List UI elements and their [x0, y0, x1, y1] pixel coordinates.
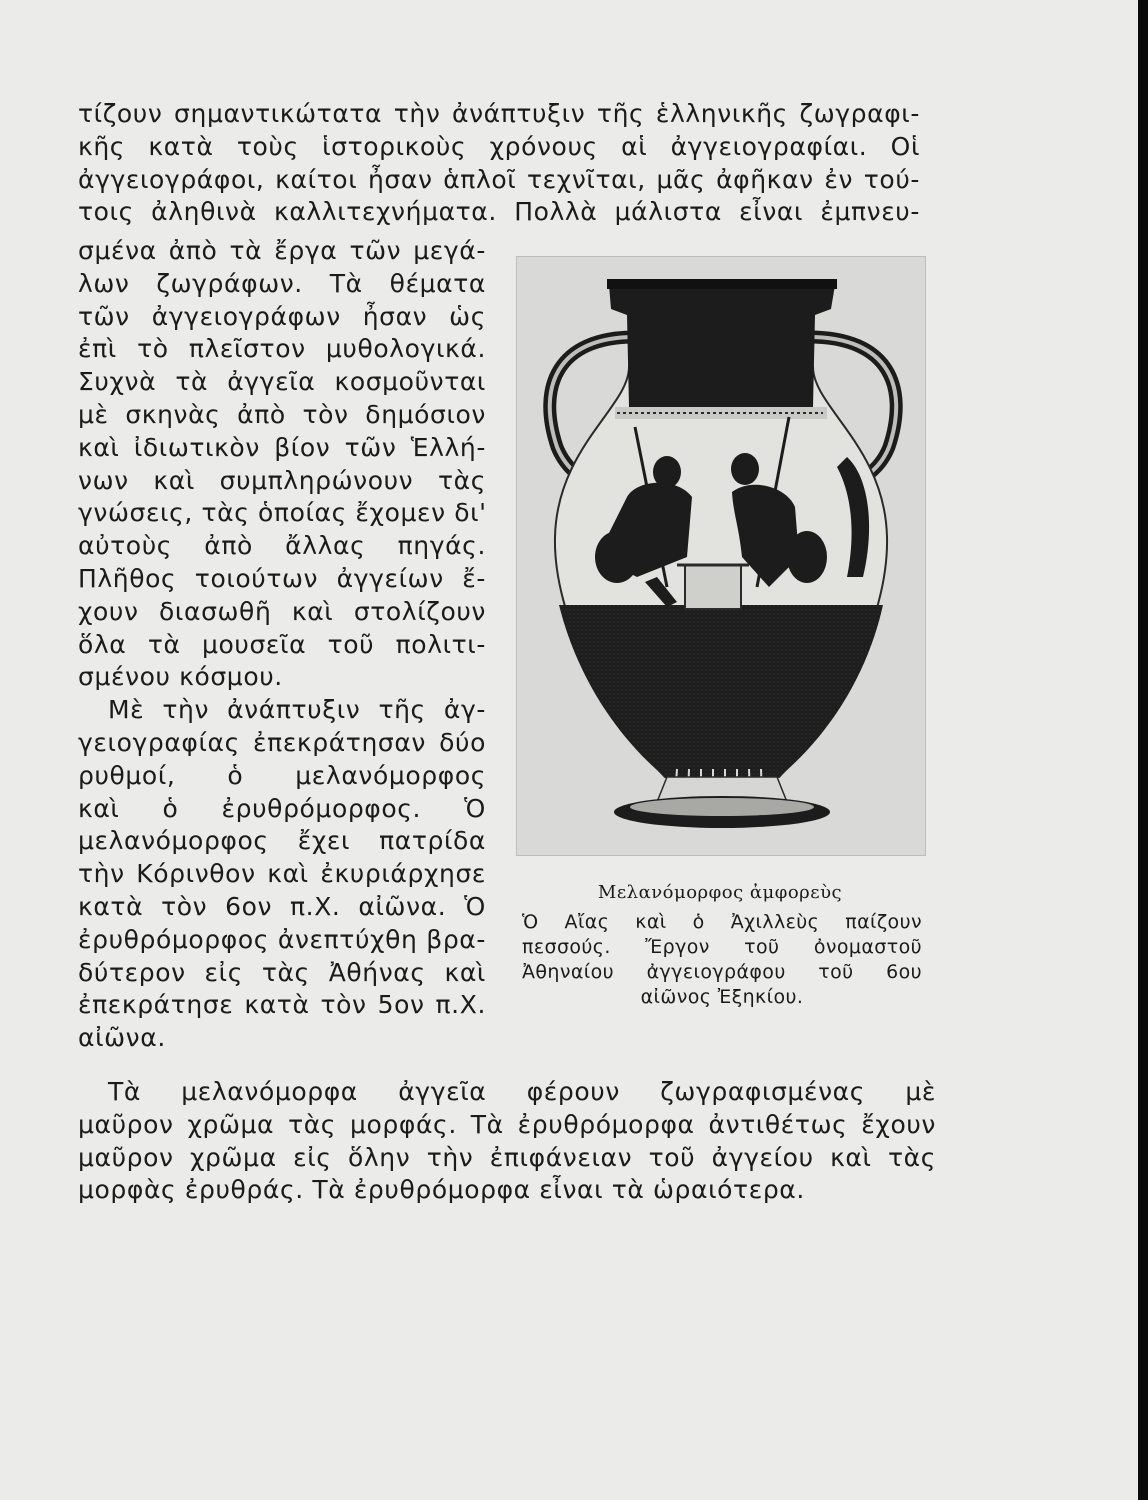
text-line: μορφὰς ἐρυθράς. Τὰ ἐρυθρόμορφα εἶναι τὰ ὡραιότερα.	[78, 1175, 805, 1205]
caption-line: Ἀθηναίου ἀγγειογράφου τοῦ 6ου	[522, 961, 922, 983]
caption-line: Ὁ Αἴας καὶ ὁ Ἀχιλλεὺς παίζουν	[522, 911, 922, 933]
caption-line: πεσσούς. Ἔργον τοῦ ὀνομαστοῦ	[522, 936, 922, 958]
text-line: κῆς κατὰ τοὺς ἱστορικοὺς χρόνους αἱ ἀγγειογραφίαι. Οἱ	[78, 131, 920, 161]
left-column-text	[78, 235, 486, 1055]
text-line: γειογραφίας ἐπεκράτησαν δύο	[78, 727, 486, 757]
caption-line: αἰῶνος Ἐξηκίου.	[640, 986, 804, 1008]
text-line: καὶ ἰδιωτικὸν βίον τῶν Ἑλλή-	[78, 432, 486, 462]
scan-edge	[1138, 0, 1148, 1500]
text-line: δύτερον εἰς τὰς Ἀθήνας καὶ	[78, 957, 486, 987]
text-line: ἀγγειογράφοι, καίτοι ἦσαν ἁπλοῖ τεχνῖται, μᾶς ἀφῆκαν ἐν τού-	[78, 164, 920, 194]
text-line: μελανόμορφος ἔχει πατρίδα	[78, 826, 486, 856]
text-line: μὲ σκηνὰς ἀπὸ τὸν δημόσιον	[78, 399, 486, 429]
text-line: Συχνὰ τὰ ἀγγεῖα κοσμοῦνται	[78, 367, 486, 397]
text-line: τῶν ἀγγειογράφων ἦσαν ὡς	[78, 301, 486, 331]
text-line: λων ζωγράφων. Τὰ θέματα	[78, 268, 486, 298]
text-line: σμένου κόσμου.	[78, 662, 283, 692]
text-line: ὅλα τὰ μουσεῖα τοῦ πολιτι-	[78, 629, 486, 659]
text-line: μαῦρον χρῶμα εἰς ὅλην τὴν ἐπιφάνειαν τοῦ ἀγγείου καὶ τὰς	[78, 1142, 936, 1172]
text-line: χουν διασωθῆ καὶ στολίζουν	[78, 596, 486, 626]
text-line: γνώσεις, τὰς ὁποίας ἔχομεν δι'	[78, 498, 487, 528]
text-line: τίζουν σημαντικώτατα τὴν ἀνάπτυξιν τῆς ἑλληνικῆς ζωγραφι-	[78, 99, 920, 128]
text-line: καὶ ὁ ἐρυθρόμορφος. Ὁ	[78, 793, 486, 823]
text-line: αὐτοὺς ἀπὸ ἄλλας πηγάς.	[78, 531, 486, 561]
text-line: νων καὶ συμπληρώνουν τὰς	[78, 465, 486, 495]
top-paragraph	[78, 98, 920, 229]
text-line: Πλῆθος τοιούτων ἀγγείων ἔ-	[78, 563, 486, 593]
text-line: τοις ἀληθινὰ καλλιτεχνήματα. Πολλὰ μάλιστα εἶναι ἐμπνευ-	[78, 197, 920, 227]
text-line: τὴν Κόρινθον καὶ ἐκυριάρχησε	[78, 859, 486, 889]
text-line: κατὰ τὸν 6ον π.Χ. αἰῶνα. Ὁ	[78, 891, 486, 921]
text-line: σμένα ἀπὸ τὰ ἔργα τῶν μεγά-	[78, 236, 486, 265]
text-line: αἰῶνα.	[78, 1023, 166, 1053]
bottom-paragraph	[78, 1076, 936, 1207]
text-line: ἐπεκράτησε κατὰ τὸν 5ον π.Χ.	[78, 990, 486, 1020]
text-line: ἐπὶ τὸ πλεῖστον μυθολογικά.	[78, 334, 486, 364]
text-line: μαῦρον χρῶμα τὰς μορφάς. Τὰ ἐρυθρόμορφα ἀντιθέτως ἔχουν	[78, 1109, 936, 1139]
figure-caption	[522, 910, 922, 1010]
text-line: Μὲ τὴν ἀνάπτυξιν τῆς ἀγ-	[108, 695, 486, 725]
text-line: Τὰ μελανόμορφα ἀγγεῖα φέρουν ζωγραφισμένας μὲ	[108, 1077, 936, 1106]
text-line: ἐρυθρόμορφος ἀνεπτύχθη βρα-	[78, 924, 486, 954]
amphora-photograph	[516, 256, 926, 856]
figure-caption-title: Μελανόμορφος ἀμφορεὺς	[597, 882, 843, 903]
text-line: ρυθμοί, ὁ μελανόμορφος	[78, 760, 486, 790]
